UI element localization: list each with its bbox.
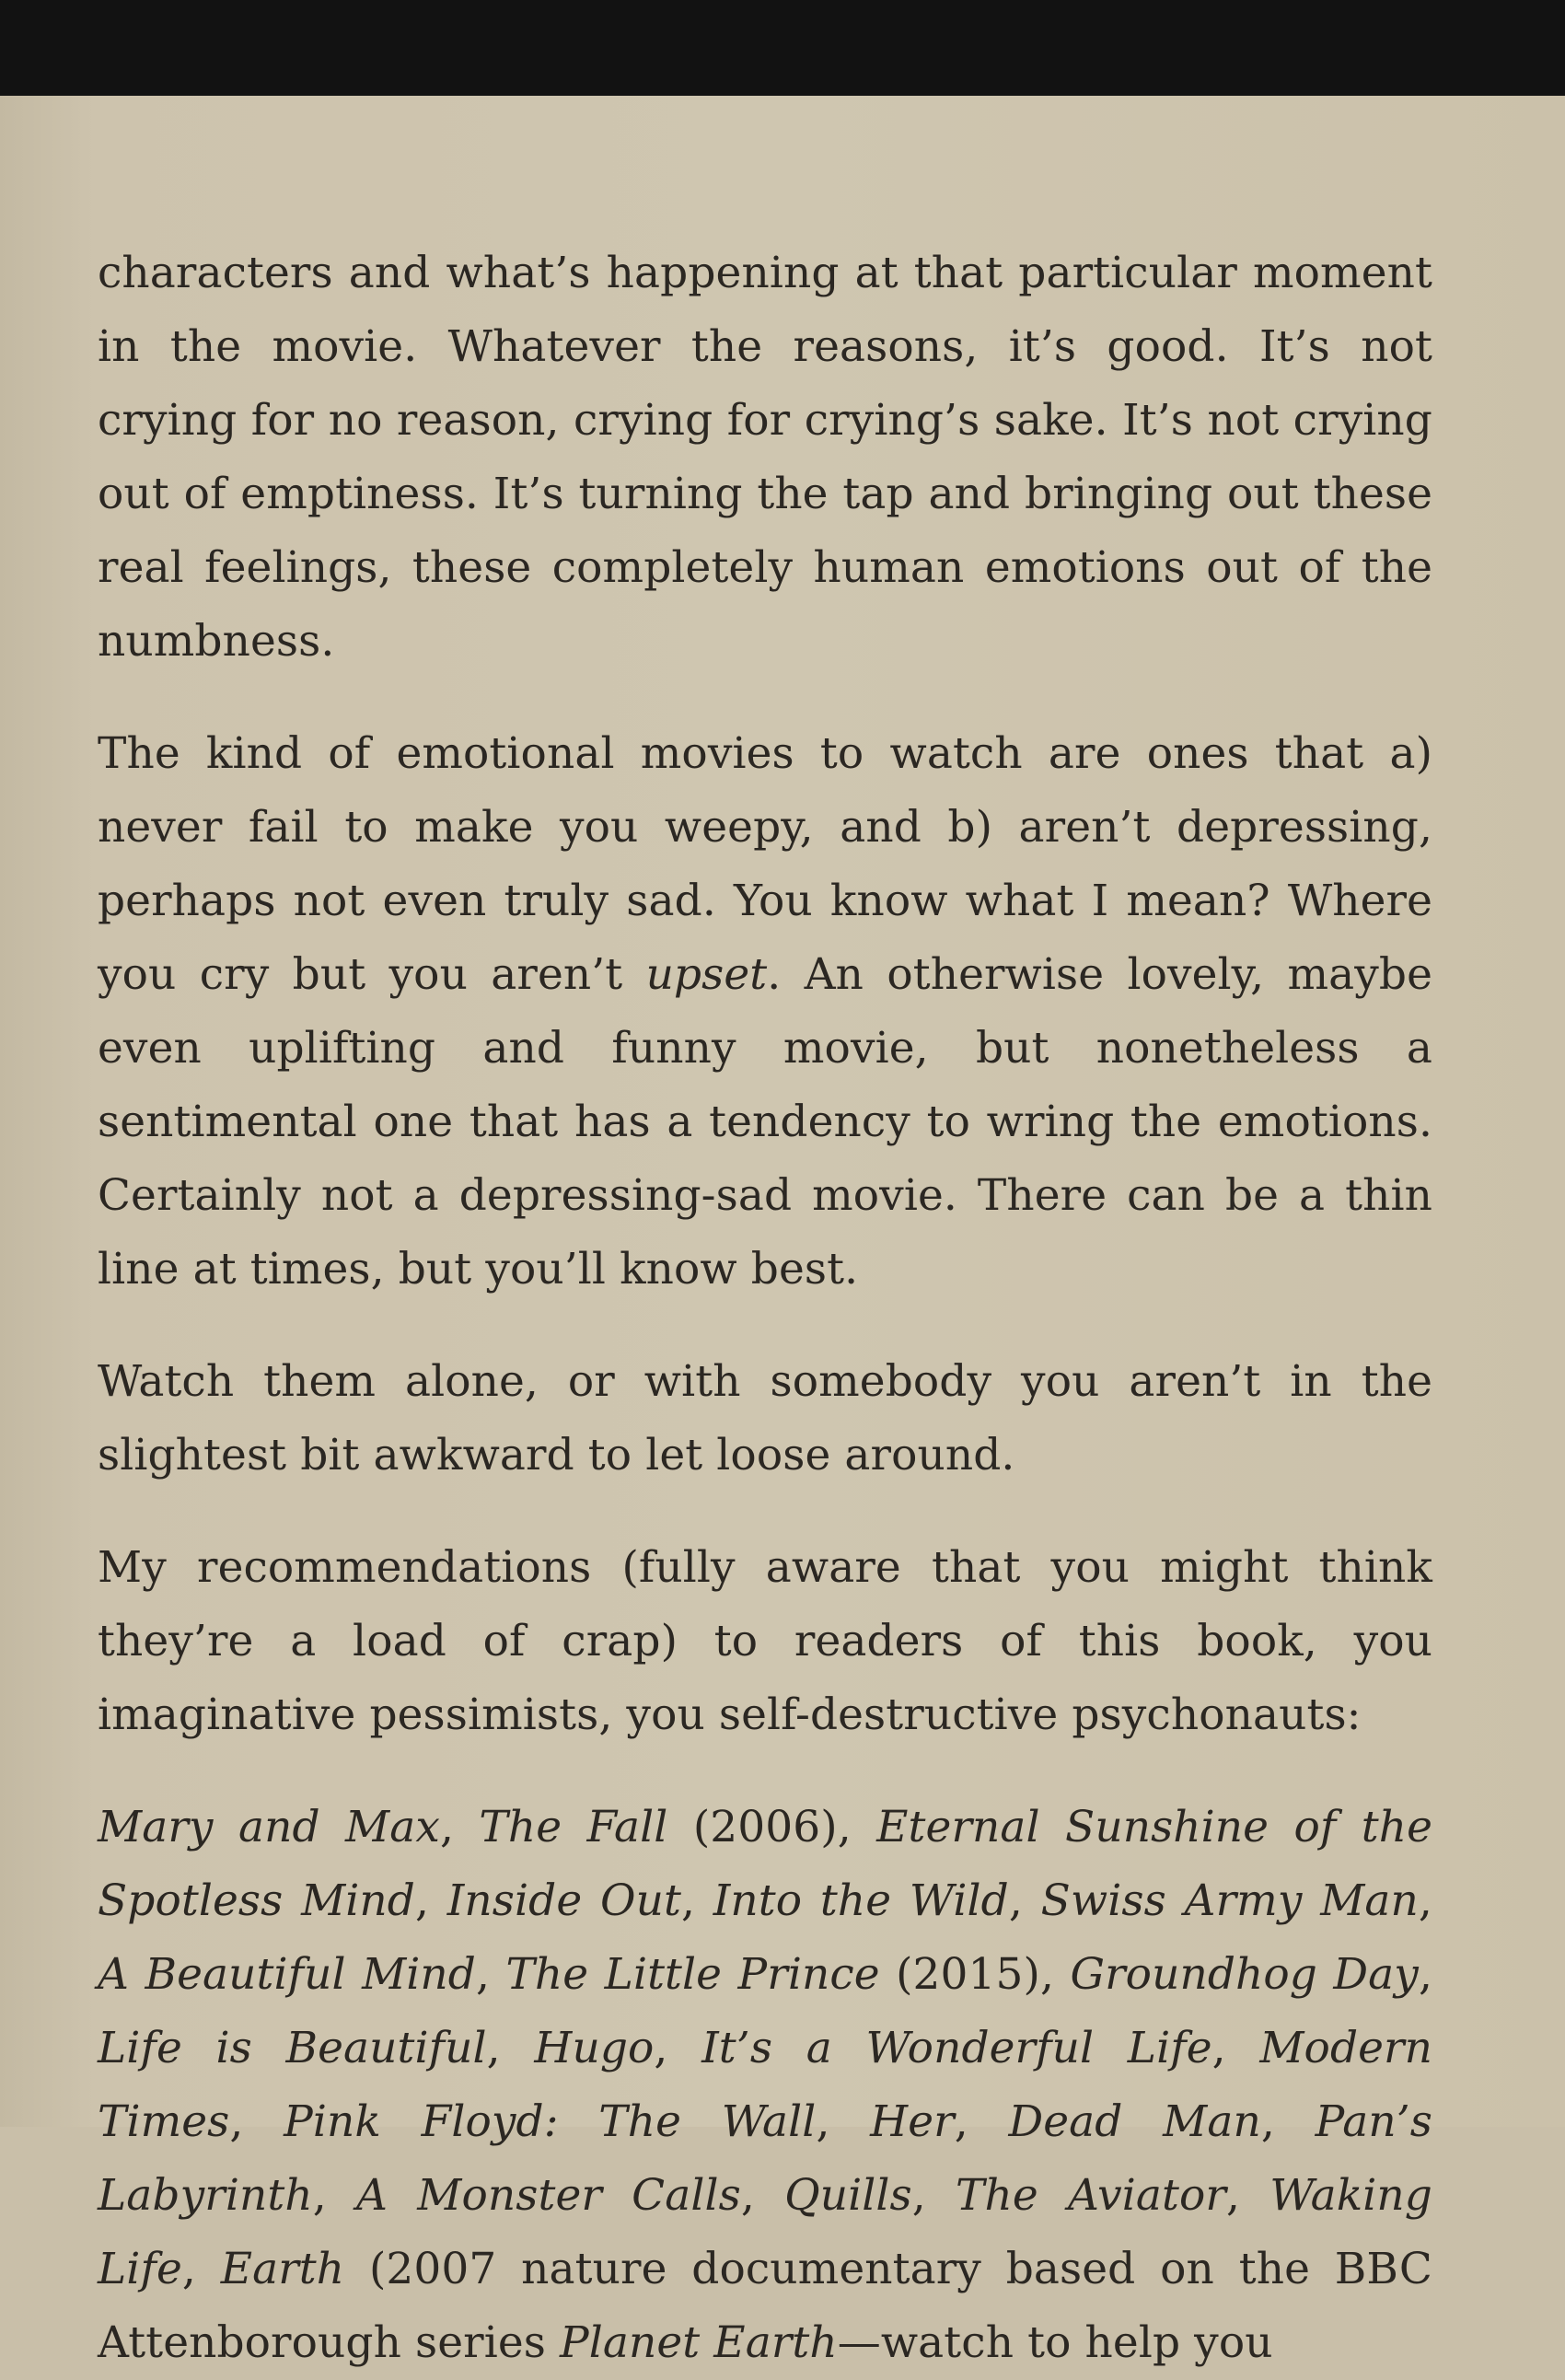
- body-text: [98, 237, 1432, 2380]
- text-run: The kind of emotional movies to watch are ones that a) never fail to make you weepy, and b) aren’t depressing, perhaps not even truly sad. You know what I mean? Where you cry but you aren’t: [98, 728, 1432, 1000]
- italic-title: Groundhog Day: [1070, 1949, 1419, 2000]
- italic-title: The Fall: [479, 1802, 668, 1852]
- text-run: ,: [486, 2023, 535, 2073]
- italic-title: Inside Out: [446, 1875, 681, 1926]
- scan-top-border: [0, 0, 1565, 96]
- italic-title: Life is Beautiful: [98, 2023, 487, 2073]
- italic-title: Earth: [220, 2244, 345, 2294]
- text-run: ,: [439, 1802, 480, 1852]
- italic-title: It’s a Wonderful Life: [701, 2023, 1212, 2073]
- text-run: Watch them alone, or with somebody you aren’t in the slightest bit awkward to let loose around.: [98, 1356, 1432, 1480]
- text-run: ,: [181, 2244, 221, 2294]
- italic-title: Dead Man: [1008, 2096, 1261, 2147]
- italic-title: A Beautiful Mind: [98, 1949, 476, 2000]
- italic-title: A Monster Calls: [355, 2170, 741, 2221]
- text-run: (2006),: [667, 1802, 877, 1852]
- text-run: ,: [229, 2096, 284, 2147]
- book-page: [0, 96, 1565, 2368]
- italic-title: The Little Prince: [505, 1949, 880, 2000]
- text-run: ,: [680, 1875, 713, 1926]
- italic-title: Mary and Max: [98, 1802, 440, 1852]
- text-run: ,: [654, 2023, 702, 2073]
- text-run: (2015),: [879, 1949, 1071, 2000]
- italic-title: Pink Floyd: The Wall: [284, 2096, 817, 2147]
- italic-title: Hugo: [534, 2023, 655, 2073]
- paragraph-4: [98, 1531, 1432, 1752]
- italic-title: Quills: [784, 2170, 912, 2221]
- italic-title: Her: [870, 2096, 955, 2147]
- text-run: ,: [816, 2096, 871, 2147]
- text-run: (2007 nature documentary based on the BBC Attenborough series: [98, 2244, 1432, 2368]
- italic-title: Planet Earth: [560, 2317, 838, 2368]
- text-run: ,: [740, 2170, 785, 2221]
- paragraph-5-movie-list: [98, 1791, 1432, 2380]
- text-run: . An otherwise lovely, maybe even uplifting and funny movie, but nonetheless a sentimental one that has a tendency to wring the emotions. Certainly not a depressing-sad movie. There can be a thin line at times, but you’ll know best.: [98, 949, 1432, 1294]
- text-run: ,: [1260, 2096, 1316, 2147]
- italic-title: upset: [645, 949, 768, 1000]
- text-run: characters and what’s happening at that particular moment in the movie. Whatever the reasons, it’s good. It’s not crying for no reason, crying for crying’s sake. It’s not crying out of emptiness. It’s turning the tap and bringing out these real feelings, these completely human emotions out of the numbness.: [98, 248, 1432, 667]
- text-run: —watch to help you: [837, 2317, 1273, 2368]
- italic-title: Swiss Army Man: [1040, 1875, 1419, 1926]
- text-run: ,: [954, 2096, 1009, 2147]
- paragraph-2: [98, 717, 1432, 1306]
- text-run: ,: [1418, 1949, 1432, 2000]
- text-run: ,: [1008, 1875, 1041, 1926]
- text-run: ,: [475, 1949, 506, 2000]
- italic-title: Into the Wild: [713, 1875, 1009, 1926]
- text-run: My recommendations (fully aware that you might think they’re a load of crap) to readers of this book, you imaginative pessimists, you self-destructive psychonauts:: [98, 1542, 1432, 1740]
- italic-title: Modern Times: [98, 2023, 1432, 2147]
- italic-title: Pan’s Labyrinth: [98, 2096, 1432, 2221]
- italic-title: The Aviator: [956, 2170, 1226, 2221]
- text-run: ,: [911, 2170, 956, 2221]
- text-run: ,: [1226, 2170, 1270, 2221]
- text-run: ,: [414, 1875, 447, 1926]
- text-run: ,: [1211, 2023, 1260, 2073]
- paragraph-1: [98, 237, 1432, 679]
- text-run: ,: [1418, 1875, 1432, 1926]
- italic-title: Waking Life: [98, 2170, 1432, 2294]
- paragraph-3: [98, 1345, 1432, 1492]
- italic-title: Eternal Sunshine of the Spotless Mind: [98, 1802, 1432, 1926]
- text-run: ,: [312, 2170, 356, 2221]
